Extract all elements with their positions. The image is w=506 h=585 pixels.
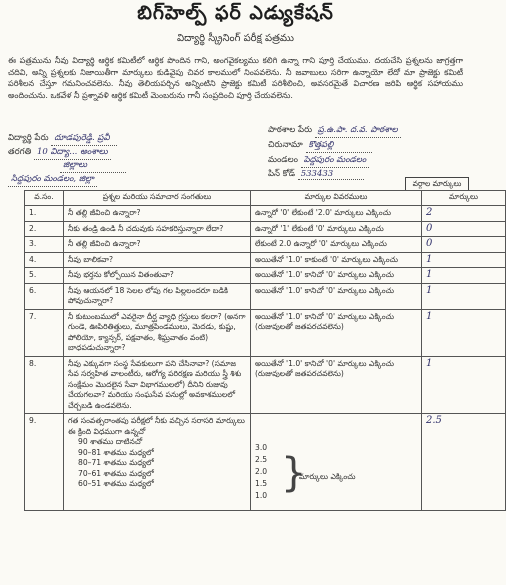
row-number: 2.	[25, 221, 64, 237]
row-number: 4.	[25, 252, 64, 268]
row-number: 3.	[25, 237, 64, 253]
row-score: 2	[422, 206, 506, 222]
grade-item: 60–51 శాతము మధ్యలో	[78, 479, 154, 488]
pin-label: పిన్ కోడ్	[268, 169, 296, 179]
school-name-value: ప్ర.ఉ.పా. ద.వ. పాఠశాల	[315, 125, 401, 138]
row-score: 0	[422, 237, 506, 253]
row-number: 5.	[25, 268, 64, 284]
table-row	[25, 206, 506, 222]
grade-item: 70–61 శాతము మధ్యలో	[78, 468, 154, 478]
class-value: 10 విద్యా... అంశాలు	[34, 147, 111, 160]
grade-value: 2.0	[255, 467, 268, 476]
table-row	[25, 221, 506, 237]
table-row	[25, 309, 506, 356]
col-header-question: ప్రశ్నల మరియు సమాచార సంగతులు	[64, 191, 251, 206]
address-label: చిరునామా	[268, 140, 303, 150]
row-question: నీవు ఆయనలో 18 సెలల లోపు గల పిల్లలందరూ బడికి పోవుచున్నారా?	[64, 283, 251, 309]
mandal-value: పెద్దపురం మండలం	[301, 155, 370, 168]
col-header-marks-details: మార్కుల వివరములు	[251, 191, 422, 206]
row-marks-rule: అయితేనో '1.0' కానిచో '0' మార్కులు ఎక్కించు (రుజువులతో జతపరచవలెను)	[251, 356, 422, 414]
row-score: 1	[422, 356, 506, 414]
school-name-field	[268, 125, 401, 138]
row-question: నీ తల్లి జీవించి ఉన్నారా?	[64, 206, 251, 222]
row-marks-rule: ఉన్నారో '1' లేకుంటే '0' మార్కులు ఎక్కించు	[251, 221, 422, 237]
mandal-field	[268, 155, 369, 168]
score-column-label: వర్గాల మార్కులు	[405, 177, 469, 191]
grade-value: 1.0	[255, 491, 268, 500]
row-marks-rule: అయితేనో '1.0' కానిచో '0' మార్కులు ఎక్కించు (రుజువులతో జతపరచవలెను)	[251, 309, 422, 356]
grade-item: 80–71 శాతము మధ్యలో	[78, 458, 154, 467]
row-marks-rule: అయితేనో '1.0' కాకుంటే '0' మార్కులు ఎక్కించు	[251, 252, 422, 268]
instructions-paragraph: ఈ పత్రమును నీవు విద్యార్థి ఆర్థిక కమిటీలో ఆర్థిక పొందిన గాని, అంగవైకల్యము కలిగి ఉన్నా గాని పూర్తి చేయుము. దయచేసి ప్రశ్నలను జాగ్రత్తగా చదివి, అన్ని ప్రశ్నలకు నిజాయితీగా మార్కులు కుడివైపు చివర కాలములో నింపవలెను. నీ జవాబులు సరిగా ఉన్నాయో లేదో మా ప్రాజెక్టు కమిటీ పరిశీలన చేస్తూ గమనించవలెను. నీవు తెలియపర్చిన అన్నింటిని ప్రాజెక్టు కమిటీ పరిశీలించి, అవసరమైతే విచారణ జరిపి ఆర్థిక సహాయము అందించును. ఒకవేళ నీ ప్రశ్నావళి ఆర్థిక కమిటీ మెంబరును గానీ సంప్రదించి పూర్తి చేయవలెను.	[8, 56, 463, 100]
table-row-grades	[25, 414, 506, 511]
village-field	[8, 174, 97, 187]
form-title: బిగ్‌హెల్ప్ ఫర్ ఎడ్యుకేషన్	[137, 2, 334, 24]
row-score: 0	[422, 221, 506, 237]
row-score: 2.5	[422, 414, 506, 511]
grade-values	[255, 442, 275, 502]
grade-value: 3.0	[255, 443, 268, 452]
row-marks-grades	[251, 414, 422, 511]
grades-lead-text: గత సంవత్సరాంతపు పరీక్షలో నీకు వచ్చిన సరాసరి మార్కులు ఈ క్రింది విధముగా ఉన్నచో	[68, 416, 245, 436]
student-name-field	[8, 133, 117, 146]
row-number: 8.	[25, 356, 64, 414]
district-value: జిల్లాలు	[60, 160, 126, 173]
pin-field	[268, 169, 364, 181]
class-field	[8, 147, 111, 160]
questionnaire-table	[24, 190, 506, 511]
table-row	[25, 268, 506, 284]
school-name-label: పాఠశాల పేరు	[268, 125, 313, 135]
table-row	[25, 252, 506, 268]
row-marks-rule: లేకుంటే 2.0 ఉన్నారో '0' మార్కులు ఎక్కించు	[251, 237, 422, 253]
row-score: 1	[422, 252, 506, 268]
row-number: 6.	[25, 283, 64, 309]
pin-value: 533433	[298, 169, 364, 180]
district-field	[60, 160, 126, 173]
table-row	[25, 283, 506, 309]
class-label: తరగతి	[8, 147, 32, 157]
grade-item: 90–81 శాతము మధ్యలో	[78, 447, 154, 457]
row-marks-rule: అయితేనో '1.0' కానిచో '0' మార్కులు ఎక్కించు	[251, 268, 422, 284]
row-question: నీవు ఎక్కువగా సంస్థ సేవకులుగా పని చేసినావా? (సమాజ సేవ సర్వహిత వాలంటీరు, ఆరోగ్య పరిరక్షణ మరియు స్త్రీ శిశు సంక్షేమం మొదలైన సేవా విభాగములలో) దీనిని రుజువు చేయగలవా? మరియు సంఘసేవ పనుల్లో అవకాశములలో చేర్చబడి ఉండవలెను.	[64, 356, 251, 414]
address-field	[268, 140, 372, 153]
row-marks-rule: ఉన్నారో '0' లేకుంటే '2.0' మార్కులు ఎక్కించు	[251, 206, 422, 222]
address-value: కొత్తపల్లి	[306, 140, 372, 153]
row-number: 7.	[25, 309, 64, 356]
table-row	[25, 356, 506, 414]
row-question-grades	[64, 414, 251, 511]
grade-values-block	[255, 438, 417, 508]
col-header-score: మార్కులు	[422, 191, 506, 206]
row-question: నీవు బాలికవా?	[64, 252, 251, 268]
row-number: 1.	[25, 206, 64, 222]
row-number: 9.	[25, 414, 64, 511]
curly-brace-icon: }	[281, 450, 307, 496]
row-score: 1	[422, 268, 506, 284]
student-name-label: విద్యార్థి పేరు	[8, 133, 49, 143]
row-marks-rule: అయితేనో '1.0' కానిచో '0' మార్కులు ఎక్కించు	[251, 283, 422, 309]
grade-item: 90 శాతము దాటినచో	[78, 437, 143, 446]
table-header-row	[25, 191, 506, 206]
table-row	[25, 237, 506, 253]
row-question: నీవు భర్తను కోల్పోయిన వితంతువా?	[64, 268, 251, 284]
village-value: సిద్దపురం మండలం, జిల్లా	[8, 174, 97, 187]
mandal-label: మండలం	[268, 155, 298, 165]
row-score: 1	[422, 309, 506, 356]
row-question: నీ కుటుంబములో ఎవరైనా దీర్ఘ వ్యాధి గ్రస్తులు కలరా? (అనగా గుండె, ఊపిరితిత్తులు, మూత్రపిండములు, మెదడు, కుష్టు, పోలియో, క్యాన్సర్, పక్షవాతం, శీఘ్రవాతం వంటి) బాధపడుచున్నారా?	[64, 309, 251, 356]
grade-value: 1.5	[255, 479, 268, 488]
student-name-value: దూడపురెడ్డి. ప్రవీ	[51, 133, 117, 146]
grade-value: 2.5	[255, 455, 268, 464]
row-question: నీకు తండ్రి ఉండి నీ చదువుకు సహకరిస్తున్నారా లేదా?	[64, 221, 251, 237]
row-question: నీ తల్లి జీవించి ఉన్నారా?	[64, 237, 251, 253]
row-score: 1	[422, 283, 506, 309]
grades-list	[68, 437, 246, 490]
col-header-number: వ.సం.	[25, 191, 64, 206]
grade-marks-text: మార్కులు ఎక్కించు	[299, 472, 356, 481]
form-subtitle: విద్యార్థి స్క్రీనింగ్ పరీక్ష పత్రము	[177, 33, 294, 44]
